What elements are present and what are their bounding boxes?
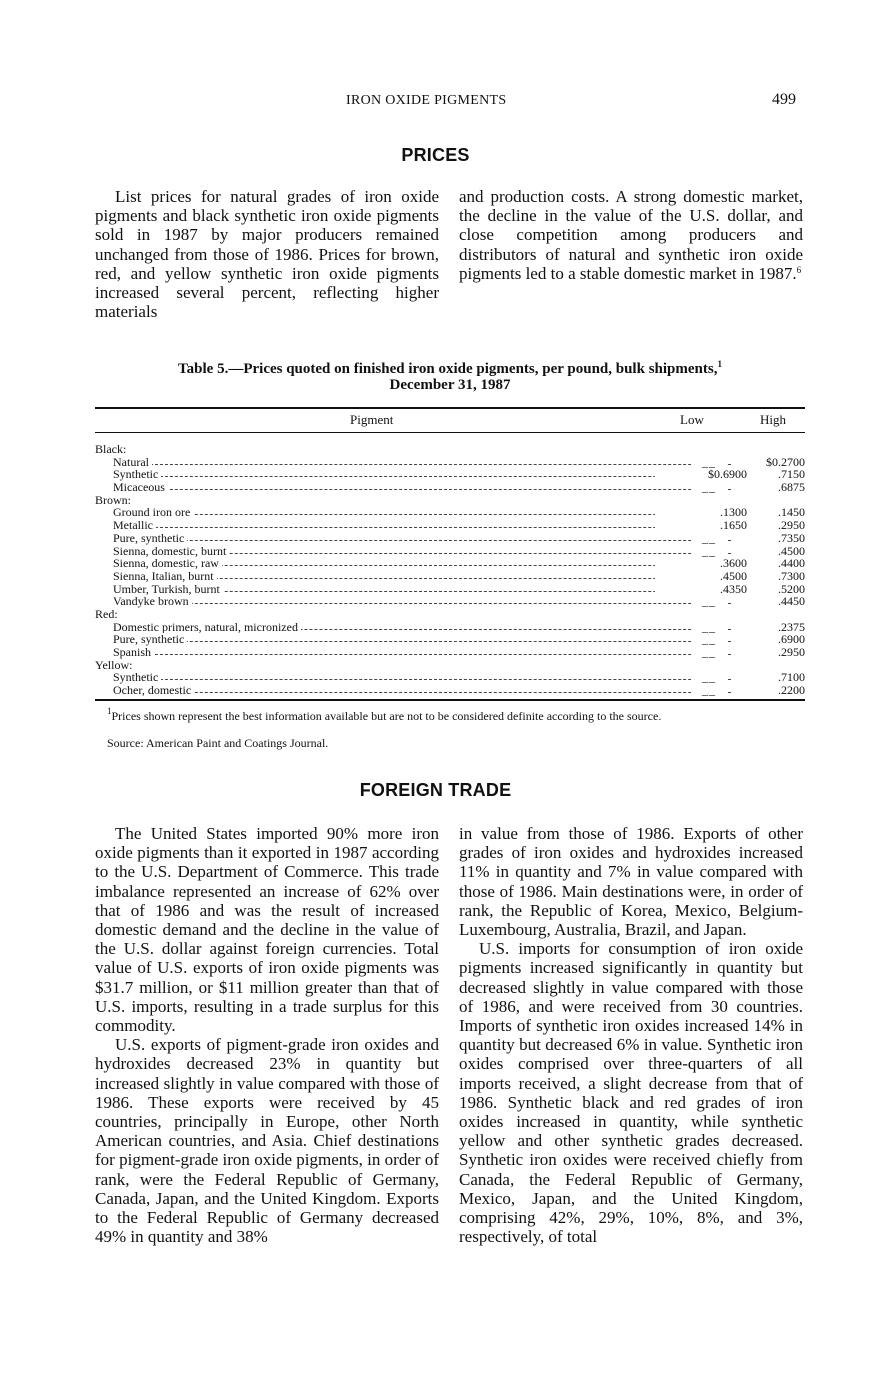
prices-continued-text: and production costs. A strong domestic market, the decline in the value of the U.S. dollar, and close competition among producers and distributors of natural and synthetic iron oxide pigments led to a stable domestic market in 1987. xyxy=(459,187,803,283)
pigment-name: Ground iron ore xyxy=(113,506,193,519)
low-price: __ xyxy=(691,481,727,494)
table-row xyxy=(95,633,805,646)
trade-paragraph-3: U.S. imports for consumption of iron oxide pigments increased significantly in quantity but decreased slightly in value compared with those of 1986, and were received from 30 countries. Imports of synthetic iron oxides increased 14% in quantity but decreased 6% in value. Synthetic iron oxides comprised over three-quarters of all imports received, a slight decrease from that of 1986. Synthetic black and red grades of iron oxides increased in quantity, while synthetic yellow and other synthetic grades decreased. Synthetic iron oxides were received chiefly from Canada, the Federal Republic of Germany, Mexico, Japan, and the United Kingdom, comprising 42%, 29%, 10%, 8%, and 3%, respectively, of total xyxy=(459,939,803,1247)
foreign-trade-heading: FOREIGN TRADE xyxy=(359,780,512,800)
dot-leader xyxy=(145,679,731,680)
table-group-row xyxy=(95,494,805,507)
table-caption xyxy=(95,361,805,393)
dot-leader xyxy=(145,603,731,604)
page-number: 499 xyxy=(772,91,796,108)
high-price: .4450 xyxy=(778,594,805,609)
pigment-name: Vandyke brown xyxy=(113,595,192,608)
pigment-name: Sienna, domestic, raw xyxy=(113,557,222,570)
high-price: .7300 xyxy=(778,568,805,583)
dot-leader xyxy=(145,654,731,655)
low-price: __ xyxy=(691,595,727,608)
pigment-name: Ocher, domestic xyxy=(113,684,194,697)
table-row xyxy=(95,557,805,570)
prices-paragraph: List prices for natural grades of iron oxide pigments and black synthetic iron oxide pigments sold in 1987 by major producers remained unchanged from those of 1986. Prices for brown, red, and yellow synthetic iron oxide pigments increased several percent, reflecting higher materials xyxy=(95,187,439,322)
table-row xyxy=(95,595,805,608)
table-footnote-ref: 1 xyxy=(717,359,722,369)
high-price: .5200 xyxy=(778,581,805,596)
high-price: .6875 xyxy=(778,480,805,495)
trade-right-column xyxy=(459,824,803,1246)
table-row xyxy=(95,621,805,634)
table-header-rule xyxy=(95,432,805,433)
table-row xyxy=(95,532,805,545)
dot-leader xyxy=(145,692,731,693)
low-price: __ xyxy=(691,646,727,659)
table-footnote xyxy=(107,706,662,724)
table-caption-date: December 31, 1987 xyxy=(389,377,511,393)
pigment-name: Metallic xyxy=(113,519,156,532)
dot-leader xyxy=(145,476,731,477)
low-price: __ xyxy=(691,671,727,684)
table-title: Table 5.—Prices quoted on finished iron oxide pigments, per pound, bulk shipments, xyxy=(178,361,718,377)
table-row xyxy=(95,570,805,583)
trade-left-column xyxy=(95,824,439,1246)
table-footnote-number: 1 xyxy=(107,706,112,716)
table-row xyxy=(95,684,805,697)
low-price: __ xyxy=(691,633,727,646)
dot-leader xyxy=(145,489,731,490)
table-row xyxy=(95,506,805,519)
dot-leader xyxy=(145,553,731,554)
pigment-name: Sienna, domestic, burnt xyxy=(113,545,229,558)
footnote-ref: 6 xyxy=(796,264,802,275)
table-bottom-rule xyxy=(95,699,805,701)
low-price: .4350 xyxy=(655,583,747,596)
low-price: .1650 xyxy=(655,519,747,532)
high-price: .1450 xyxy=(778,505,805,520)
pigment-name: Domestic primers, natural, micronized xyxy=(113,621,301,634)
pigment-name: Synthetic xyxy=(113,671,161,684)
high-price: .2950 xyxy=(778,518,805,533)
prices-right-column xyxy=(459,187,803,283)
trade-paragraph-2-continued: in value from those of 1986. Exports of other grades of iron oxides and hydroxides increased 11% in quantity and 7% in value compared with those of 1986. Main destinations were, in order of rank, the Republic of Korea, Mexico, Belgium-Luxembourg, Australia, Brazil, and Japan. xyxy=(459,824,803,940)
pigment-name: Pure, synthetic xyxy=(113,532,187,545)
low-price: __ xyxy=(691,532,727,545)
group-label: Red: xyxy=(95,608,121,621)
dot-leader xyxy=(145,591,731,592)
table-footnote-text: Prices shown represent the best information available but are not to be considered definite according to the source. xyxy=(111,709,662,723)
column-header-pigment: Pigment xyxy=(350,412,394,427)
pigment-name: Umber, Turkish, burnt xyxy=(113,583,223,596)
high-price: .4400 xyxy=(778,556,805,571)
prices-paragraph-continued xyxy=(459,187,803,283)
dot-leader xyxy=(145,464,731,465)
prices-left-column xyxy=(95,187,439,321)
pigment-name: Natural xyxy=(113,456,152,469)
low-price: __ xyxy=(691,456,727,469)
pigment-name: Sienna, Italian, burnt xyxy=(113,570,217,583)
high-price: .7150 xyxy=(778,467,805,482)
low-price: .4500 xyxy=(655,570,747,583)
table-caption-line1 xyxy=(95,361,805,377)
low-price: .3600 xyxy=(655,557,747,570)
high-price: .6900 xyxy=(778,632,805,647)
running-title: IRON OXIDE PIGMENTS xyxy=(346,93,507,108)
dot-leader xyxy=(145,578,731,579)
trade-paragraph-2: U.S. exports of pigment-grade iron oxides and hydroxides decreased 23% in quantity but increased slightly in value compared with those of 1986. These exports were received by 45 countries, principally in Europe, other North American countries, and Asia. Chief destinations for pigment-grade iron oxide pigments, in order of rank, were the Federal Republic of Germany, Canada, Japan, and the United Kingdom. Exports to the Federal Republic of Germany decreased 49% in quantity and 38% xyxy=(95,1035,439,1247)
dot-leader xyxy=(145,527,731,528)
group-label: Black: xyxy=(95,443,129,456)
low-price: .1300 xyxy=(655,506,747,519)
price-table-body xyxy=(95,443,805,697)
high-price: .7100 xyxy=(778,670,805,685)
column-header-low: Low xyxy=(680,412,704,427)
table-group-row xyxy=(95,443,805,456)
dot-leader xyxy=(145,540,731,541)
high-price: .7350 xyxy=(778,530,805,545)
running-head xyxy=(0,93,871,113)
group-label: Brown: xyxy=(95,494,134,507)
pigment-name: Spanish xyxy=(113,646,154,659)
table-row xyxy=(95,481,805,494)
low-price: $0.6900 xyxy=(655,468,747,481)
trade-paragraph-1: The United States imported 90% more iron oxide pigments than it exported in 1987 according to the U.S. Department of Commerce. This trade imbalance represented an increase of 62% over that of 1986 and was the result of increased domestic demand and the decline in the value of the U.S. dollar against foreign currencies. Total value of U.S. exports of iron oxide pigments was $31.7 million, or $11 million greater than that of U.S. imports, resulting in a trade surplus for this commodity. xyxy=(95,824,439,1036)
high-price: $0.2700 xyxy=(766,454,805,469)
table-row xyxy=(95,646,805,659)
high-price: .4500 xyxy=(778,543,805,558)
high-price: .2375 xyxy=(778,619,805,634)
group-label: Yellow: xyxy=(95,659,135,672)
table-source: Source: American Paint and Coatings Journal. xyxy=(107,736,329,750)
pigment-name: Micaceous xyxy=(113,481,168,494)
low-price: __ xyxy=(691,545,727,558)
dot-leader xyxy=(145,514,731,515)
low-price: __ xyxy=(691,621,727,634)
table-row xyxy=(95,468,805,481)
dot-leader xyxy=(145,565,731,566)
table-row xyxy=(95,456,805,469)
prices-heading: PRICES xyxy=(401,145,470,165)
table-row xyxy=(95,519,805,532)
pigment-name: Pure, synthetic xyxy=(113,633,187,646)
column-header-high: High xyxy=(760,412,786,427)
pigment-name: Synthetic xyxy=(113,468,161,481)
high-price: .2950 xyxy=(778,645,805,659)
table-row xyxy=(95,671,805,684)
table-row xyxy=(95,583,805,596)
table-group-row xyxy=(95,608,805,621)
high-price: .2200 xyxy=(778,683,805,698)
low-price: __ xyxy=(691,684,727,697)
table-group-row xyxy=(95,659,805,672)
dot-leader xyxy=(145,641,731,642)
table-top-rule xyxy=(95,407,805,409)
